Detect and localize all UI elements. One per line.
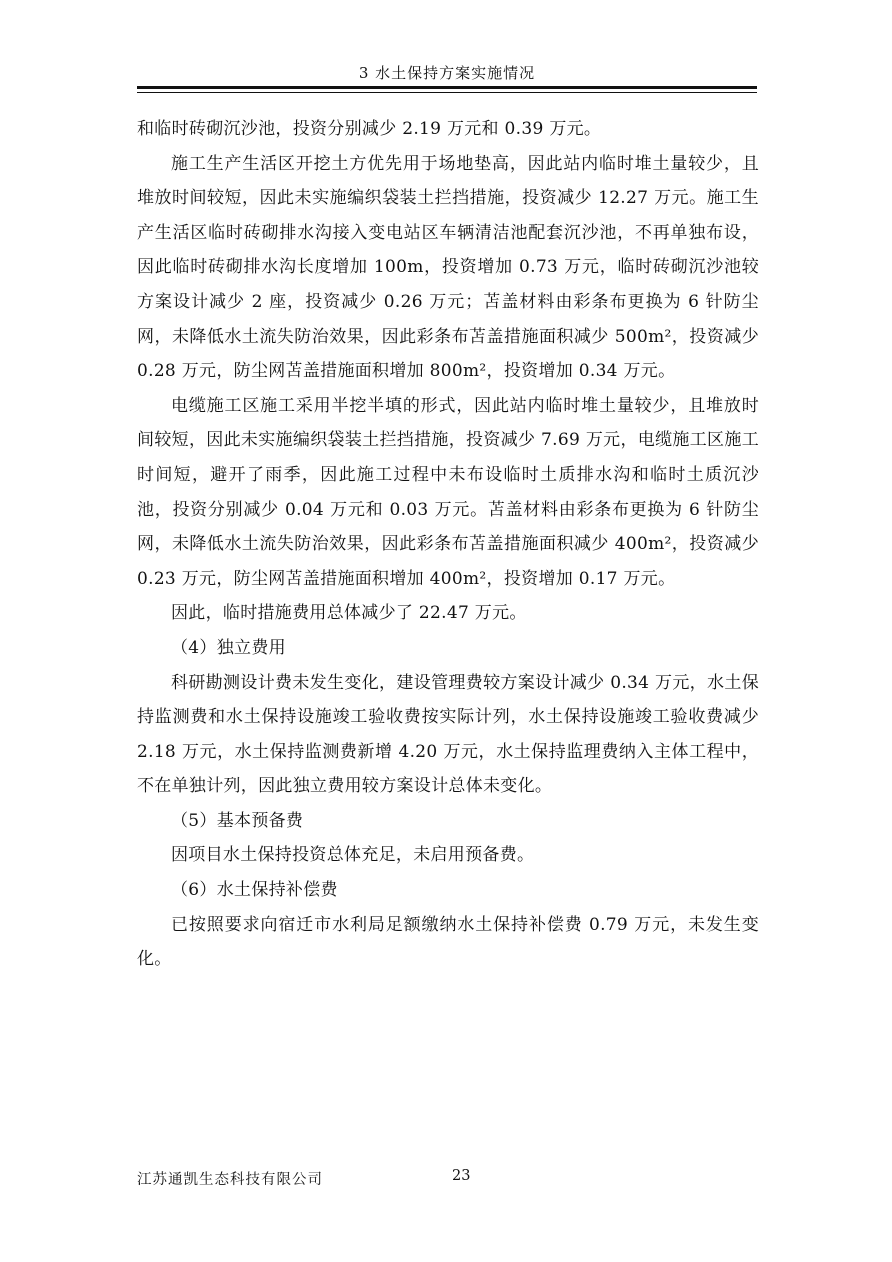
paragraph-temporary-total: 因此，临时措施费用总体减少了 22.47 万元。 (171, 603, 527, 624)
body-text (137, 112, 759, 977)
paragraph-construction-area: 施工生产生活区开挖土方优先用于场地垫高，因此站内临时堆土量较少，且堆放时间较短，因此未实施编织袋装土拦挡措施，投资减少 12.27 万元。施工生产生活区临时砖砌排水沟接入变电站区车辆清洁池配套沉沙池，不再单独布设，因此临时砖砌排水沟长度增加 100m，投资增加 0.73 万元，临时砖砌沉沙池较方案设计减少 2 座，投资减少 0.26 万元；苫盖材料由彩条布更换为 6 针防尘网，未降低水土流失防治效果，因此彩条布苫盖措施面积减少 500m²，投资减少 0.28 万元，防尘网苫盖措施面积增加 800m²，投资增加 0.34 万元。 (137, 153, 759, 382)
paragraph-independent-fees: 科研勘测设计费未发生变化，建设管理费较方案设计减少 0.34 万元，水土保持监测费和水土保持设施竣工验收费按实际计列，水土保持设施竣工验收费减少 2.18 万元，水土保持监测费新增 4.20 万元，水土保持监理费纳入主体工程中，不在单独计列，因此独立费用较方案设计总体未变化。 (137, 672, 759, 797)
section-heading-independent-fees: （4）独立费用 (171, 637, 286, 658)
footer-company-name: 江苏通凯生态科技有限公司 (137, 1172, 323, 1188)
paragraph-compensation: 已按照要求向宿迁市水利局足额缴纳水土保持补偿费 0.79 万元，未发生变化。 (137, 914, 759, 970)
paragraph-contingency: 因项目水土保持投资总体充足，未启用预备费。 (171, 845, 535, 866)
paragraph-continuation: 和临时砖砌沉沙池，投资分别减少 2.19 万元和 0.39 万元。 (137, 119, 602, 139)
section-heading-contingency: （5）基本预备费 (171, 810, 304, 831)
footer-page-number: 23 (452, 1168, 471, 1184)
header-rule-thin (137, 92, 757, 93)
page-header-title: 3 水土保持方案实施情况 (358, 64, 536, 82)
header-rule-thick (137, 86, 757, 89)
paragraph-cable-area: 电缆施工区施工采用半挖半填的形式，因此站内临时堆土量较少，且堆放时间较短，因此未实施编织袋装土拦挡措施，投资减少 7.69 万元，电缆施工区施工时间短，避开了雨季，因此施工过程中未布设临时土质排水沟和临时土质沉沙池，投资分别减少 0.04 万元和 0.03 万元。苫盖材料由彩条布更换为 6 针防尘网，未降低水土流失防治效果，因此彩条布苫盖措施面积减少 400m²，投资减少 0.23 万元，防尘网苫盖措施面积增加 400m²，投资增加 0.17 万元。 (137, 395, 759, 589)
section-heading-compensation: （6）水土保持补偿费 (171, 880, 338, 901)
